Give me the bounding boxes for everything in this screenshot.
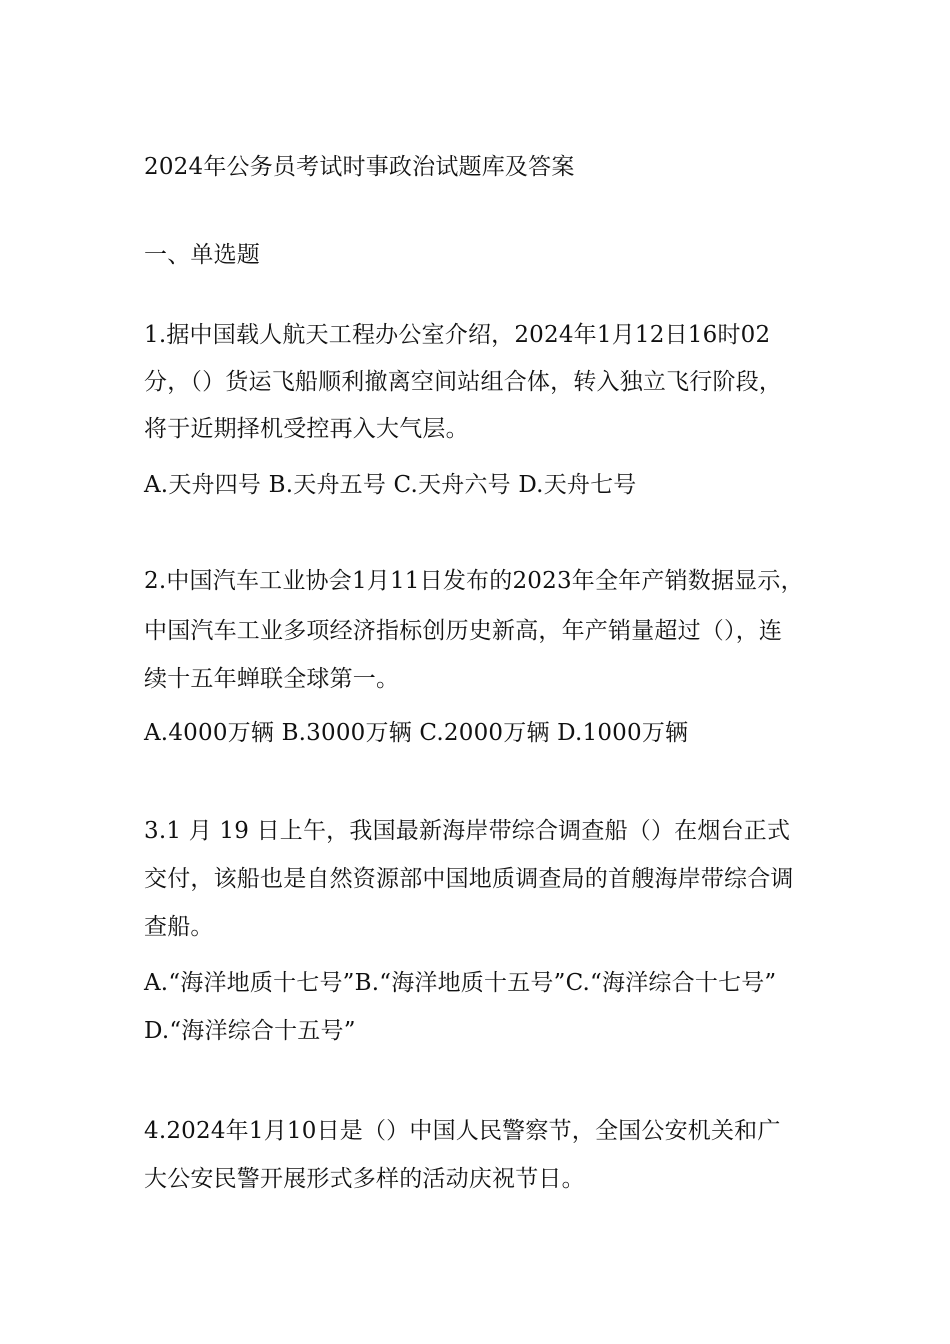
question-1-line-3: 将于近期择机受控再入大气层。 <box>144 416 469 442</box>
section-heading: 一、单选题 <box>144 242 260 268</box>
question-3-options-line-1: A.“海洋地质十七号”B.“海洋地质十五号”C.“海洋综合十七号” <box>144 970 777 996</box>
question-2-line-3: 续十五年蝉联全球第一。 <box>144 666 400 692</box>
question-2-options: A.4000万辆 B.3000万辆 C.2000万辆 D.1000万辆 <box>144 720 689 746</box>
document-title: 2024年公务员考试时事政治试题库及答案 <box>144 154 575 180</box>
question-4-line-2: 大公安民警开展形式多样的活动庆祝节日。 <box>144 1166 585 1192</box>
question-2-line-2: 中国汽车工业多项经济指标创历史新高，年产销量超过（），连 <box>144 618 783 644</box>
question-1-options: A.天舟四号 B.天舟五号 C.天舟六号 D.天舟七号 <box>144 472 637 498</box>
question-4-line-1: 4.2024年1月10日是（）中国人民警察节，全国公安机关和广 <box>144 1118 781 1144</box>
question-1-line-2: 分，（）货运飞船顺利撤离空间站组合体，转入独立飞行阶段， <box>144 369 783 395</box>
question-2-line-1: 2.中国汽车工业协会1月11日发布的2023年全年产销数据显示， <box>144 568 804 594</box>
question-1-line-1: 1.据中国载人航天工程办公室介绍，2024年1月12日16时02 <box>144 322 771 348</box>
question-3-line-2: 交付，该船也是自然资源部中国地质调查局的首艘海岸带综合调 <box>144 866 794 892</box>
question-3-line-3: 查船。 <box>144 914 214 940</box>
question-3-options-line-2: D.“海洋综合十五号” <box>144 1018 356 1044</box>
question-3-line-1: 3.1 月 19 日上午，我国最新海岸带综合调查船（）在烟台正式 <box>144 818 791 844</box>
